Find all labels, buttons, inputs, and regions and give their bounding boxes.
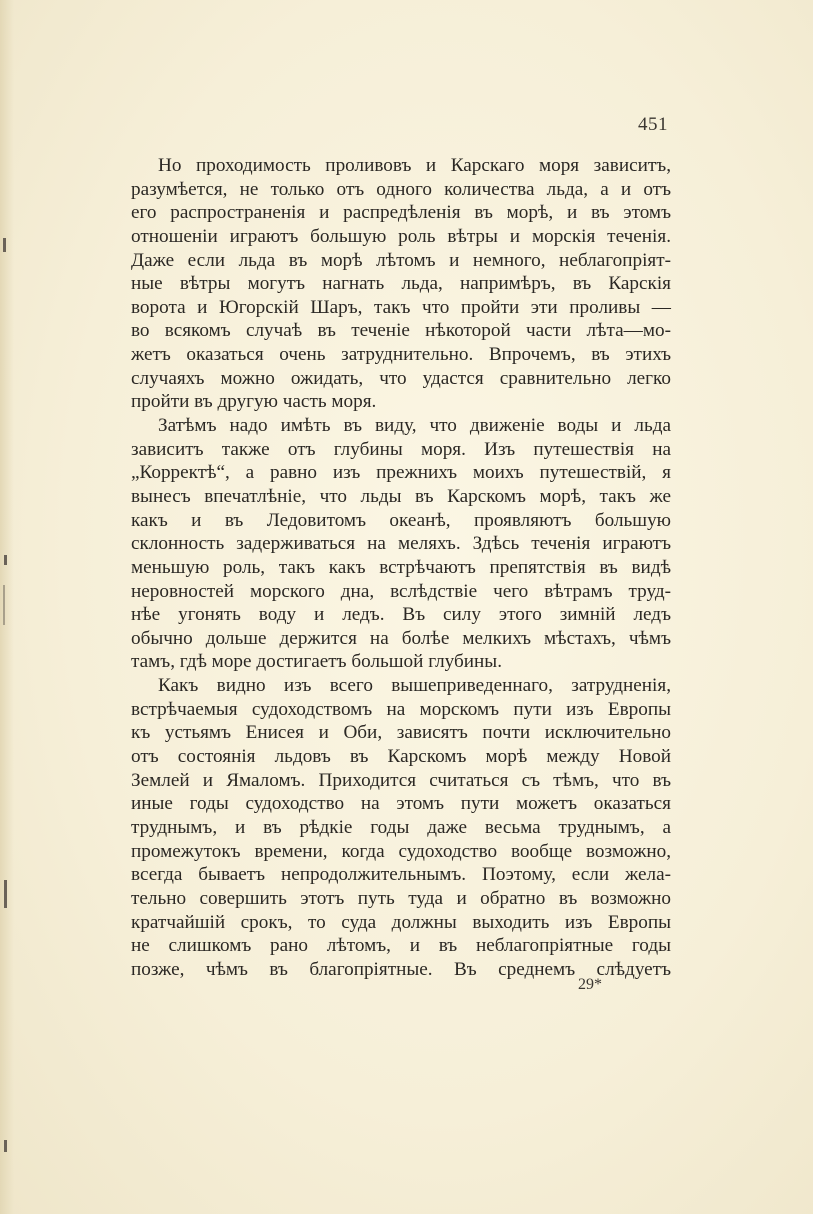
text-line: зависитъ также отъ глубины моря. Изъ путешествія на — [131, 438, 671, 460]
paragraph — [131, 674, 671, 981]
text-line: встрѣчаемыя судоходствомъ на морскомъ пути изъ Европы — [131, 698, 671, 720]
text-line: нѣе угонять воду и ледъ. Въ силу этого зимній ледъ — [131, 604, 671, 626]
text-line: пройти въ другую часть моря. — [131, 391, 377, 413]
text-line: Даже если льда въ морѣ лѣтомъ и немного, неблагопріят- — [131, 249, 671, 271]
text-line: какъ и въ Ледовитомъ океанѣ, проявляютъ большую — [131, 509, 671, 531]
body-text — [131, 154, 671, 981]
text-line: къ устьямъ Енисея и Оби, зависятъ почти исключительно — [131, 722, 671, 744]
text-line: всегда бываетъ непродолжительнымъ. Поэтому, если жела- — [131, 864, 671, 886]
text-line: жетъ оказаться очень затруднительно. Впрочемъ, въ этихъ — [131, 344, 671, 366]
text-line: Какъ видно изъ всего вышеприведеннаго, затрудненія, — [158, 675, 671, 697]
text-line: „Корректѣ“, а равно изъ прежнихъ моихъ путешествій, я — [131, 462, 671, 484]
text-line: склонность задерживаться на меляхъ. Здѣсь теченія играютъ — [131, 533, 671, 555]
text-line: тамъ, гдѣ море достигаетъ большой глубины. — [131, 651, 502, 673]
text-line: иные годы судоходство на этомъ пути можетъ оказаться — [131, 793, 671, 815]
margin-mark — [3, 238, 6, 252]
text-line: труднымъ, и въ рѣдкіе годы даже весьма труднымъ, а — [131, 816, 671, 838]
text-line: ворота и Югорскій Шаръ, такъ что пройти эти проливы — — [131, 296, 671, 318]
paragraph — [131, 414, 671, 674]
text-line: позже, чѣмъ въ благопріятные. Въ среднемъ слѣдуетъ — [131, 958, 671, 980]
margin-mark — [4, 880, 7, 908]
text-line: не слишкомъ рано лѣтомъ, и въ неблагопріятные годы — [131, 935, 671, 957]
text-line: его распространенія и распредѣленія въ морѣ, и въ этомъ — [131, 202, 671, 224]
text-line: неровностей морского дна, вслѣдствіе чего вѣтрамъ труд- — [131, 580, 671, 602]
printer-signature-mark: 29* — [578, 976, 602, 993]
text-line: обычно дольше держится на болѣе мелкихъ мѣстахъ, чѣмъ — [131, 627, 671, 649]
text-line: Землей и Ямаломъ. Приходится считаться съ тѣмъ, что въ — [131, 769, 671, 791]
text-line: тельно совершить этотъ путь туда и обратно въ возможно — [131, 887, 671, 909]
margin-mark — [3, 585, 5, 625]
text-line: промежутокъ времени, когда судоходство вообще возможно, — [131, 840, 671, 862]
text-line: разумѣется, не только отъ одного количества льда, а и отъ — [131, 178, 671, 200]
margin-mark — [4, 555, 7, 565]
text-line: Затѣмъ надо имѣть въ виду, что движеніе воды и льда — [158, 415, 671, 437]
text-line: отношеніи играютъ большую роль вѣтры и морскія теченія. — [131, 225, 671, 247]
page-number: 451 — [638, 114, 668, 135]
paragraph — [131, 154, 671, 414]
margin-mark — [4, 1140, 7, 1152]
text-line: Но проходимость проливовъ и Карскаго моря зависитъ, — [158, 155, 671, 176]
text-line: случаяхъ можно ожидать, что удастся сравнительно легко — [131, 367, 671, 389]
text-line: во всякомъ случаѣ въ теченіе нѣкоторой части лѣта—мо- — [131, 320, 671, 342]
text-line: вынесъ впечатлѣніе, что льды въ Карскомъ морѣ, такъ же — [131, 485, 671, 507]
text-line: меньшую роль, такъ какъ встрѣчаютъ препятствія въ видѣ — [131, 556, 671, 578]
text-line: кратчайшій срокъ, то суда должны выходить изъ Европы — [131, 911, 671, 933]
text-line: отъ состоянія льдовъ въ Карскомъ морѣ между Новой — [131, 746, 671, 768]
text-line: ные вѣтры могутъ нагнать льда, напримѣръ, въ Карскія — [131, 273, 671, 295]
